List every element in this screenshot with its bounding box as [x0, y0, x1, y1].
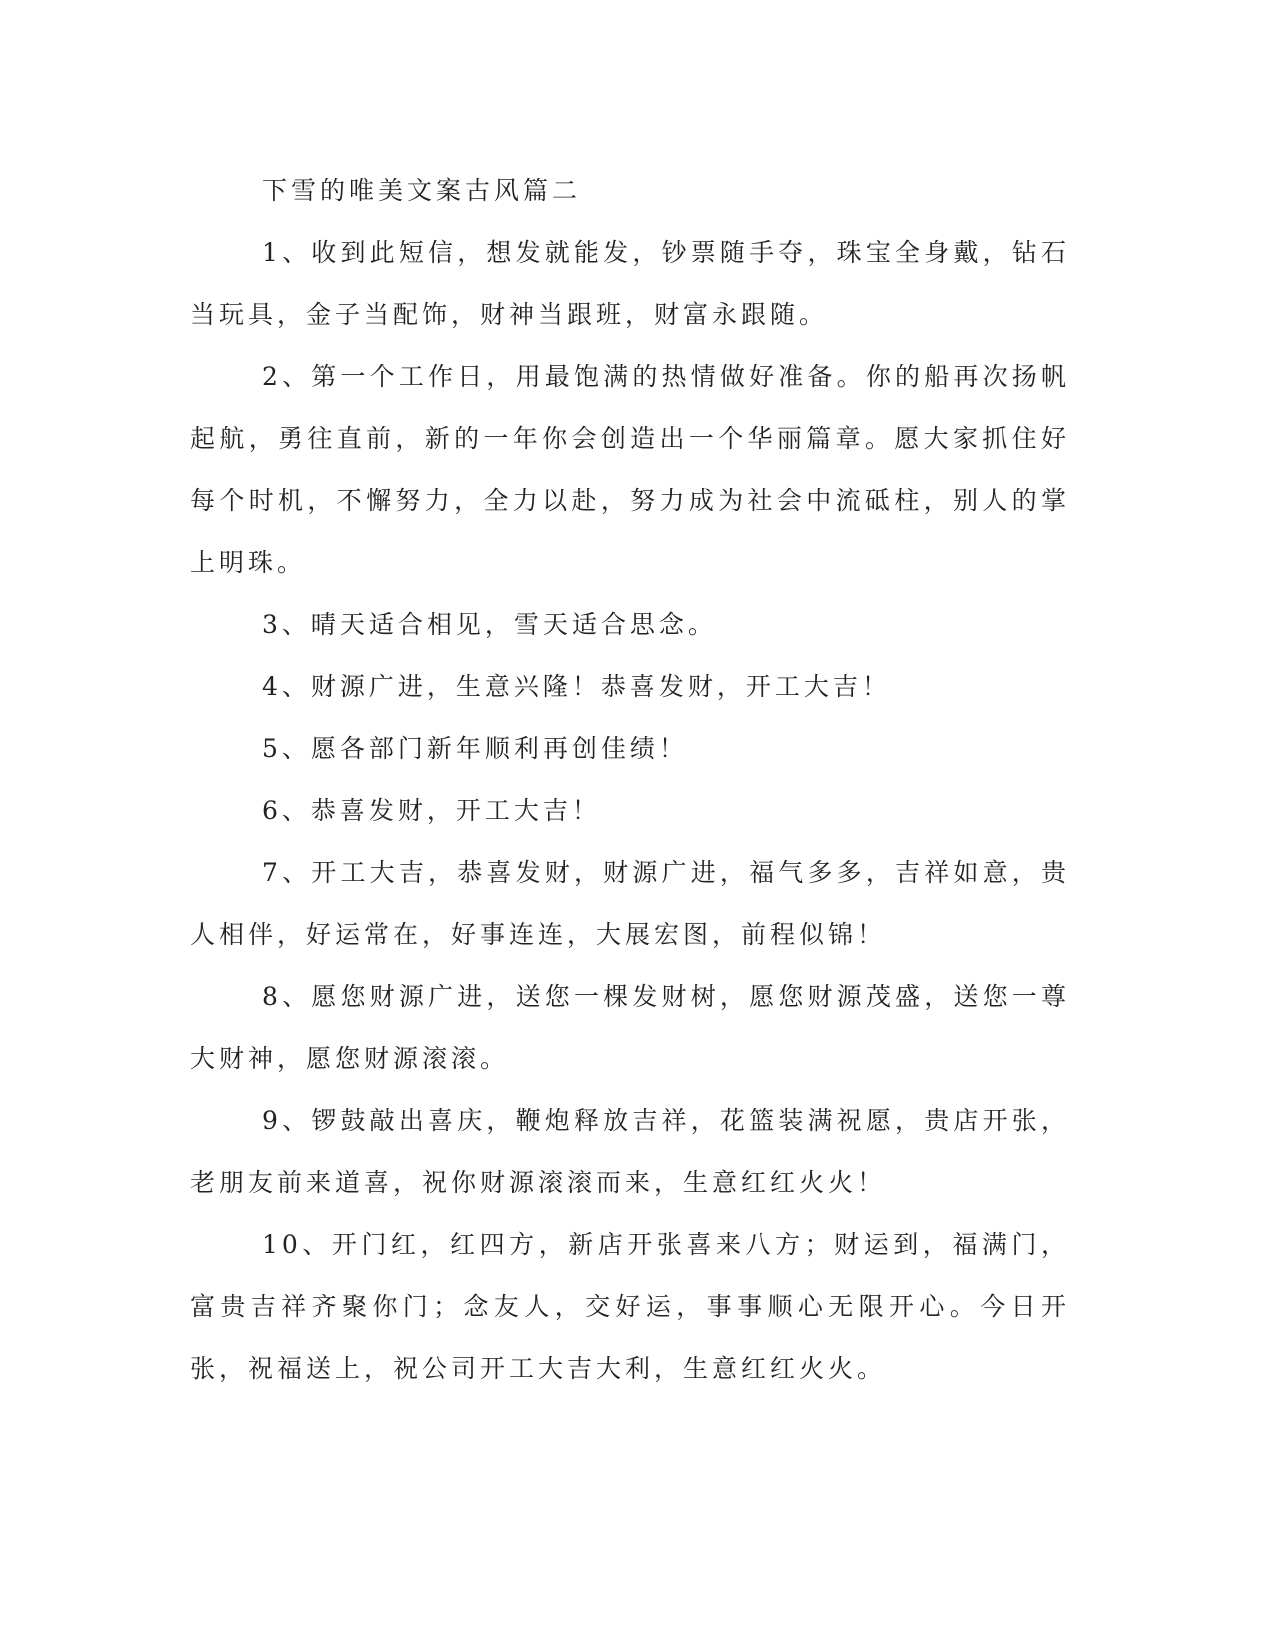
paragraph-2: 2、第一个工作日，用最饱满的热情做好准备。你的船再次扬帆起航，勇往直前，新的一年你会创造出一个华丽篇章。愿大家抓住好每个时机，不懈努力，全力以赴，努力成为社会中流砥柱，别人的掌上明珠。: [190, 362, 1070, 577]
paragraph-6: 6、恭喜发财，开工大吉！: [262, 796, 601, 825]
document-title: 下雪的唯美文案古风篇二: [262, 176, 582, 205]
paragraph-7: 7、开工大吉，恭喜发财，财源广进，福气多多，吉祥如意，贵人相伴，好运常在，好事连连，大展宏图，前程似锦！: [190, 858, 1070, 949]
paragraph-10: 10、开门红，红四方，新店开张喜来八方；财运到，福满门，富贵吉祥齐聚你门；念友人，交好运，事事顺心无限开心。今日开张，祝福送上，祝公司开工大吉大利，生意红红火火。: [190, 1230, 1070, 1383]
document-body: [190, 160, 1070, 1400]
paragraph-5: 5、愿各部门新年顺利再创佳绩！: [262, 734, 688, 763]
paragraph-1: 1、收到此短信，想发就能发，钞票随手夺，珠宝全身戴，钻石当玩具，金子当配饰，财神当跟班，财富永跟随。: [190, 238, 1070, 329]
paragraph-8: 8、愿您财源广进，送您一棵发财树，愿您财源茂盛，送您一尊大财神，愿您财源滚滚。: [190, 982, 1070, 1073]
paragraph-3: 3、晴天适合相见，雪天适合思念。: [262, 610, 717, 639]
paragraph-4: 4、财源广进，生意兴隆！恭喜发财，开工大吉！: [262, 672, 891, 701]
paragraph-9: 9、锣鼓敲出喜庆，鞭炮释放吉祥，花篮装满祝愿，贵店开张，老朋友前来道喜，祝你财源滚滚而来，生意红红火火！: [190, 1106, 1070, 1197]
